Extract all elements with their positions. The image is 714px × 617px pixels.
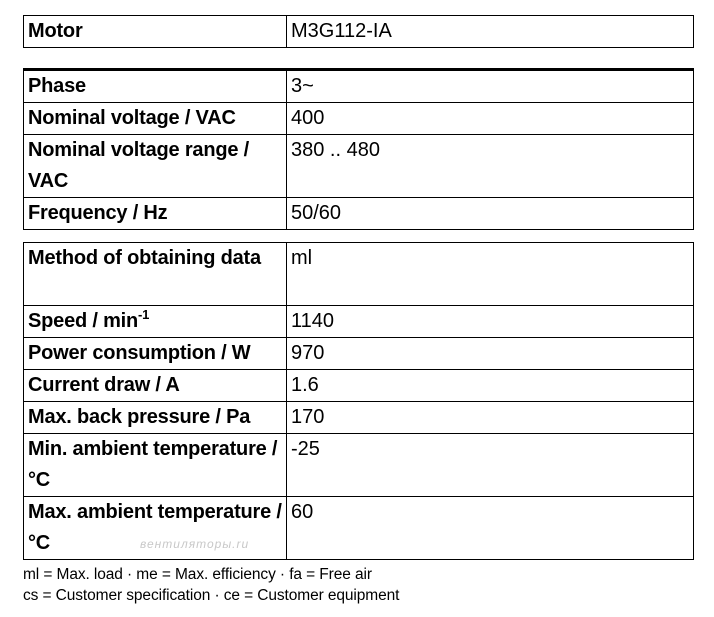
- phase-label: Phase: [24, 70, 287, 103]
- table-row: [24, 198, 694, 230]
- table-row: [24, 402, 694, 434]
- phase-value: 3~: [287, 70, 694, 103]
- power-consumption-value: 970: [287, 338, 694, 370]
- back-pressure-label: Max. back pressure / Pa: [24, 402, 287, 434]
- footnote-line-2: cs = Customer specification · ce = Customer equipment: [23, 587, 400, 604]
- motor-table: [23, 15, 694, 48]
- method-value: ml: [287, 243, 694, 306]
- footnote-line-1: ml = Max. load · me = Max. efficiency · fa = Free air: [23, 566, 372, 583]
- frequency-label: Frequency / Hz: [24, 198, 287, 230]
- table-row: [24, 497, 694, 560]
- table-row: [24, 306, 694, 338]
- current-draw-label: Current draw / A: [24, 370, 287, 402]
- min-ambient-temp-label: Min. ambient temperature / °C: [24, 434, 287, 497]
- performance-table: [23, 242, 694, 560]
- table-row: [24, 135, 694, 198]
- speed-label: [24, 306, 287, 338]
- electrical-table: [23, 68, 694, 230]
- max-ambient-temp-value: 60: [287, 497, 694, 560]
- motor-row: [24, 16, 694, 48]
- current-draw-value: 1.6: [287, 370, 694, 402]
- back-pressure-value: 170: [287, 402, 694, 434]
- speed-label-text: Speed / min: [28, 310, 139, 332]
- frequency-value: 50/60: [287, 198, 694, 230]
- table-row: [24, 434, 694, 497]
- table-row: [24, 70, 694, 103]
- table-row: [24, 338, 694, 370]
- nominal-voltage-value: 400: [287, 103, 694, 135]
- table-row: [24, 103, 694, 135]
- nominal-voltage-label: Nominal voltage / VAC: [24, 103, 287, 135]
- motor-value: M3G112-IA: [287, 16, 694, 48]
- speed-value: 1140: [287, 306, 694, 338]
- method-label: Method of obtaining data: [24, 243, 287, 306]
- table-row: [24, 370, 694, 402]
- voltage-range-label: Nominal voltage range / VAC: [24, 135, 287, 198]
- max-ambient-temp-label: Max. ambient temperature / °C: [24, 497, 287, 560]
- min-ambient-temp-value: -25: [287, 434, 694, 497]
- voltage-range-value: 380 .. 480: [287, 135, 694, 198]
- watermark: вентиляторы.ru: [140, 537, 250, 551]
- power-consumption-label: Power consumption / W: [24, 338, 287, 370]
- speed-label-superscript: -1: [138, 307, 150, 322]
- table-row: [24, 243, 694, 306]
- motor-label: Motor: [24, 16, 287, 48]
